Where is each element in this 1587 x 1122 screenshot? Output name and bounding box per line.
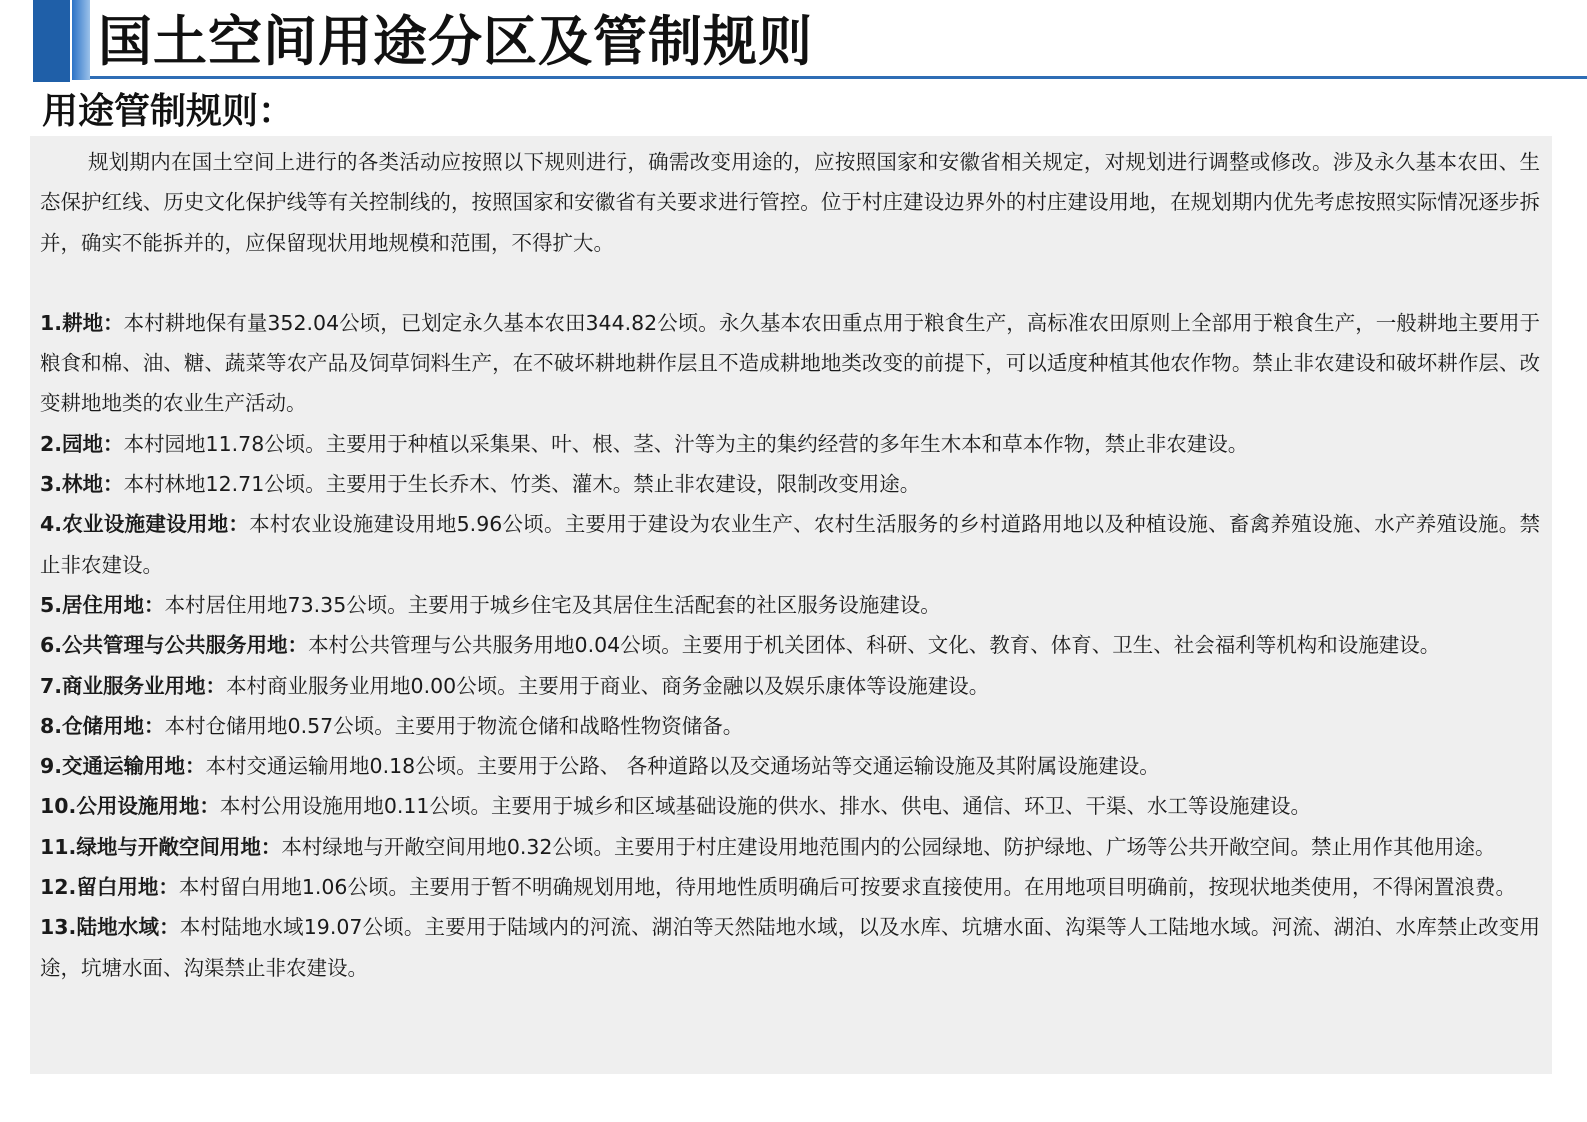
page-title: 国土空间用途分区及管制规则	[98, 10, 813, 73]
rule-item	[40, 867, 1540, 907]
rule-item	[40, 827, 1540, 867]
rule-text: 本村居住用地73.35公顷。主要用于城乡住宅及其居住生活配套的社区服务设施建设。	[164, 592, 941, 617]
rule-text: 本村公用设施用地0.11公顷。主要用于城乡和区域基础设施的供水、排水、供电、通信、环卫、干渠、水工等设施建设。	[219, 794, 1311, 819]
rule-label: 7.商业服务业用地：	[40, 673, 227, 698]
rule-label: 9.交通运输用地：	[40, 754, 206, 779]
title-accent-bar-light	[72, 0, 90, 80]
rule-item	[40, 666, 1540, 706]
rule-label: 1.耕地：	[40, 310, 124, 335]
rule-label: 2.园地：	[40, 431, 124, 456]
rule-text: 本村绿地与开敞空间用地0.32公顷。主要用于村庄建设用地范围内的公园绿地、防护绿地、广场等公共开敞空间。禁止用作其他用途。	[281, 834, 1496, 859]
rule-label: 12.留白用地：	[40, 875, 179, 900]
rule-item	[40, 907, 1540, 988]
section-heading: 用途管制规则：	[42, 91, 295, 132]
rule-label: 13.陆地水域：	[40, 915, 180, 940]
rule-label: 8.仓储用地：	[40, 713, 165, 738]
rule-text: 本村耕地保有量352.04公顷，已划定永久基本农田344.82公顷。永久基本农田重点用于粮食生产，高标准农田原则上全部用于粮食生产，一般耕地主要用于粮食和棉、油、糖、蔬菜等农产品及饲草饲料生产，在不破坏耕地耕作层且不造成耕地地类改变的前提下，可以适度种植其他农作物。禁止非农建设和破坏耕作层、改变耕地地类的农业生产活动。	[40, 310, 1540, 416]
rule-label: 5.居住用地：	[40, 592, 165, 617]
rule-text: 本村农业设施建设用地5.96公顷。主要用于建设为农业生产、农村生活服务的乡村道路用地以及种植设施、畜禽养殖设施、水产养殖设施。禁止非农建设。	[40, 512, 1540, 577]
rule-label: 4.农业设施建设用地：	[40, 512, 250, 537]
rule-text: 本村林地12.71公顷。主要用于生长乔木、竹类、灌木。禁止非农建设，限制改变用途。	[123, 472, 921, 497]
rule-text: 本村留白用地1.06公顷。主要用于暂不明确规划用地，待用地性质明确后可按要求直接使用。在用地项目明确前，按现状地类使用，不得闲置浪费。	[178, 875, 1516, 900]
rule-text: 本村仓储用地0.57公顷。主要用于物流仓储和战略性物资储备。	[164, 713, 744, 738]
rule-text: 本村公共管理与公共服务用地0.04公顷。主要用于机关团体、科研、文化、教育、体育、卫生、社会福利等机构和设施建设。	[308, 633, 1441, 658]
paragraph-spacer	[40, 263, 1540, 303]
rule-text: 本村交通运输用地0.18公顷。主要用于公路、 各种道路以及交通场站等交通运输设施及其附属设施建设。	[205, 754, 1160, 779]
title-underline	[90, 76, 1587, 79]
rule-label: 10.公用设施用地：	[40, 794, 220, 819]
rule-item	[40, 464, 1540, 504]
rule-text: 本村商业服务业用地0.00公顷。主要用于商业、商务金融以及娱乐康体等设施建设。	[226, 673, 990, 698]
rule-item	[40, 504, 1540, 585]
rule-item	[40, 424, 1540, 464]
rule-text: 本村陆地水域19.07公顷。主要用于陆域内的河流、湖泊等天然陆地水域，以及水库、坑塘水面、沟渠等人工陆地水域。河流、湖泊、水库禁止改变用途，坑塘水面、沟渠禁止非农建设。	[40, 915, 1540, 980]
rule-label: 3.林地：	[40, 472, 124, 497]
rule-item	[40, 706, 1540, 746]
intro-paragraph: 规划期内在国土空间上进行的各类活动应按照以下规则进行，确需改变用途的，应按照国家和安徽省相关规定，对规划进行调整或修改。涉及永久基本农田、生态保护红线、历史文化保护线等有关控制线的，按照国家和安徽省有关要求进行管控。位于村庄建设边界外的村庄建设用地，在规划期内优先考虑按照实际情况逐步拆并，确实不能拆并的，应保留现状用地规模和范围，不得扩大。	[40, 150, 1540, 255]
rule-label: 11.绿地与开敞空间用地：	[40, 834, 282, 859]
rule-text: 本村园地11.78公顷。主要用于种植以采集果、叶、根、茎、汁等为主的集约经营的多年生木本和草本作物，禁止非农建设。	[123, 431, 1249, 456]
title-accent-bar-dark	[33, 0, 70, 82]
rule-label: 6.公共管理与公共服务用地：	[40, 633, 309, 658]
rule-item	[40, 786, 1540, 826]
content-body	[40, 142, 1540, 988]
rule-item	[40, 303, 1540, 424]
rule-item	[40, 585, 1540, 625]
rule-item	[40, 746, 1540, 786]
rule-item	[40, 625, 1540, 665]
